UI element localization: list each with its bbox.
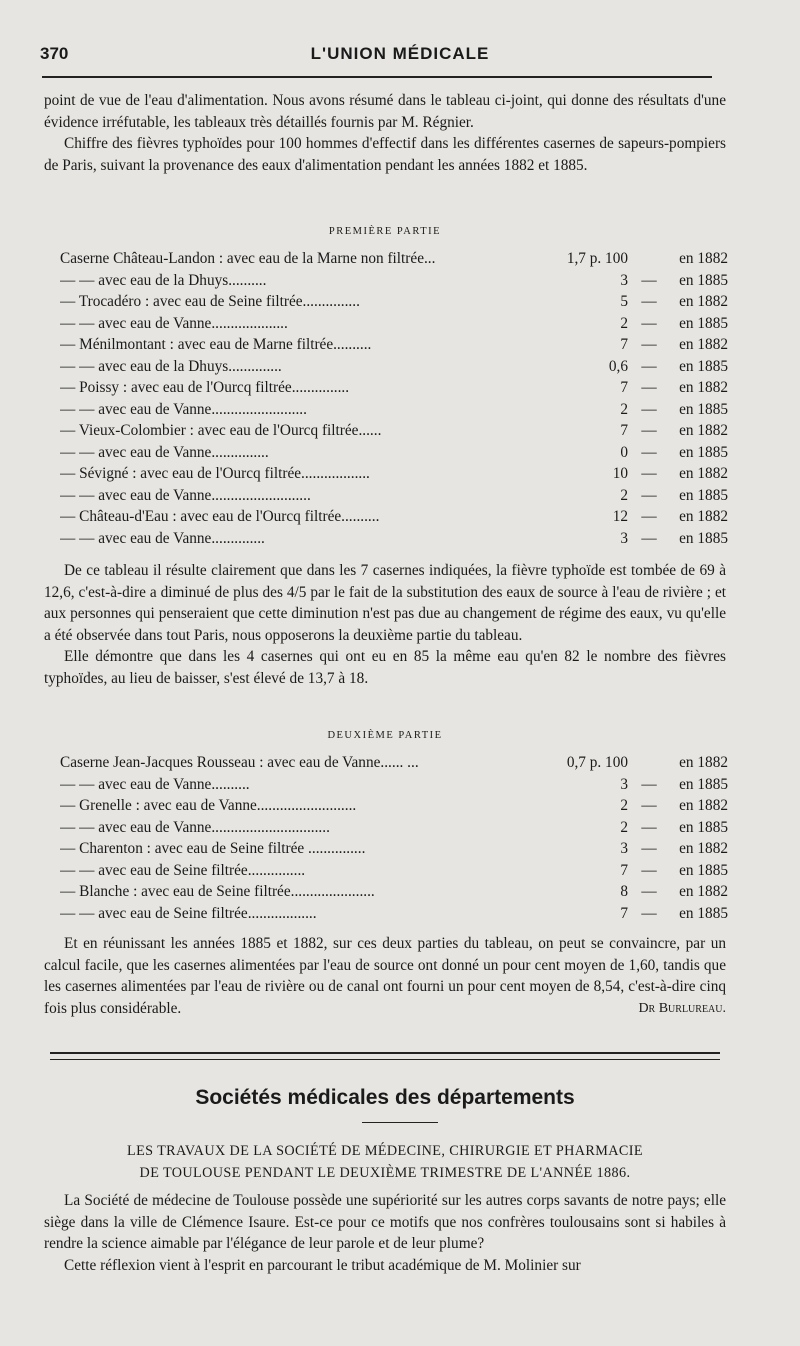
row-label: — — avec eau de Vanne......................... (60, 400, 307, 418)
journal-title: L'UNION MÉDICALE (310, 44, 490, 63)
row-year: en 1882 (679, 422, 728, 439)
row-label: — — avec eau de Seine filtrée............... (60, 861, 306, 879)
row-label: — Ménilmontant : avec eau de Marne filtrée.......... (60, 336, 372, 353)
row-value: 3 (620, 271, 628, 289)
row-ditto-dash: — (641, 486, 657, 504)
table-row (60, 356, 726, 378)
table-row (60, 420, 726, 442)
row-value: 7 (620, 422, 628, 439)
row-year: en 1882 (679, 379, 728, 396)
table-row (60, 817, 726, 839)
part1-table (60, 248, 726, 549)
table-row (60, 442, 726, 464)
row-year: en 1882 (679, 465, 728, 482)
row-ditto-dash: — (641, 797, 657, 814)
title-rule (362, 1122, 438, 1123)
row-label: — — avec eau de la Dhuys.............. (60, 357, 282, 375)
article-title (44, 1140, 726, 1184)
row-year: en 1882 (679, 754, 728, 771)
row-label: — — avec eau de Vanne.......................... (60, 486, 311, 504)
row-ditto-dash: — (641, 508, 657, 525)
row-year: en 1885 (679, 904, 728, 922)
row-year: en 1882 (679, 883, 728, 900)
part2-heading: DEUXIÈME PARTIE (327, 730, 443, 741)
row-ditto-dash: — (641, 904, 657, 922)
row-value: 7 (620, 861, 628, 879)
section-paragraph-1: La Société de médecine de Toulouse possède une supériorité sur les autres corps savants de notre pays; elle siège dans la ville de Clémence Isaure. Est-ce pour ce motifs que nos confrères toulousains sont si habiles à rendre la science aimable par l'élégance de leur parole et de leur plume? (44, 1192, 726, 1252)
middle-paragraph-1: De ce tableau il résulte clairement que dans les 7 casernes indiquées, la fièvre typhoïde est tombée de 69 à 12,6, c'est-à-dire a diminué de plus des 4/5 par le fait de la substitution des eaux de source à l'eau de rivière ; et aux personnes qui penseraient que cette diminution n'est pas due au changement de régime des eaux, vu qu'elle a été observée dans tout Paris, nous opposerons la deuxième partie du tableau. (44, 562, 726, 644)
row-ditto-dash: — (641, 379, 657, 396)
row-value: 1,7 p. 100 (566, 250, 628, 267)
table-row (60, 795, 726, 817)
row-value: 2 (620, 400, 628, 418)
row-ditto-dash: — (641, 357, 657, 375)
row-label: — — avec eau de Vanne............... (60, 443, 269, 461)
table-row (60, 485, 726, 507)
row-ditto-dash: — (641, 861, 657, 879)
row-value: 10 (612, 465, 628, 482)
section-title: Sociétés médicales des départements (195, 1086, 575, 1109)
row-ditto-dash: — (641, 775, 657, 793)
row-ditto-dash: — (641, 314, 657, 332)
row-label: — Charenton : avec eau de Seine filtrée ............... (60, 840, 366, 857)
table-row (60, 334, 726, 356)
table-row (60, 291, 726, 313)
row-year: en 1882 (679, 250, 728, 267)
middle-paragraph-2: Elle démontre que dans les 4 casernes qui ont eu en 85 la même eau qu'en 82 le nombre des fièvres typhoïdes, au lieu de baisser, s'est élevé de 13,7 à 18. (44, 648, 726, 687)
part2-table (60, 752, 726, 924)
table-row (60, 838, 726, 860)
table-row (60, 463, 726, 485)
row-label: — — avec eau de Vanne.................... (60, 314, 288, 332)
row-label: — Trocadéro : avec eau de Seine filtrée............... (60, 293, 360, 310)
intro-paragraph-2: Chiffre des fièvres typhoïdes pour 100 hommes d'effectif dans les différentes casernes de sapeurs-pompiers de Paris, suivant la provenance des eaux d'alimentation pendant les années 1882 et 1885. (44, 135, 726, 174)
table-row (60, 270, 726, 292)
row-ditto-dash: — (641, 818, 657, 836)
table-row (60, 774, 726, 796)
conclusion-body: Et en réunissant les années 1885 et 1882, sur ces deux parties du tableau, on peut se convaincre, par un calcul facile, que les casernes alimentées par l'eau de source ont donné un pour cent moyen de 1,60, tandis que les casernes alimentées par l'eau de rivière ou de canal ont fourni un pour cent moyen de 8,54, c'est-à-dire cinq fois plus considérable. (44, 935, 726, 1017)
row-label: — Blanche : avec eau de Seine filtrée...................... (60, 883, 375, 900)
conclusion-text (44, 933, 726, 1019)
row-ditto-dash: — (641, 336, 657, 353)
row-value: 7 (620, 904, 628, 922)
section-divider (50, 1052, 720, 1060)
row-value: 2 (620, 797, 628, 814)
row-ditto-dash: — (641, 443, 657, 461)
row-year: en 1882 (679, 797, 728, 814)
table-row (60, 903, 726, 925)
row-value: 3 (620, 529, 628, 547)
row-value: 5 (620, 293, 628, 310)
row-year: en 1882 (679, 840, 728, 857)
row-ditto-dash: — (641, 465, 657, 482)
row-value: 0 (620, 443, 628, 461)
row-ditto-dash: — (641, 840, 657, 857)
table-row (60, 399, 726, 421)
section-paragraph-2: Cette réflexion vient à l'esprit en parcourant le tribut académique de M. Molinier sur (64, 1256, 581, 1274)
row-year: en 1885 (679, 529, 728, 547)
table-row (60, 752, 726, 774)
row-value: 8 (620, 883, 628, 900)
row-value: 0,7 p. 100 (566, 754, 628, 771)
row-ditto-dash: — (641, 422, 657, 439)
row-ditto-dash: — (641, 400, 657, 418)
table-row (60, 248, 726, 270)
table-row (60, 860, 726, 882)
row-ditto-dash: — (641, 883, 657, 900)
author-signature: Dr Burlureau. (638, 1000, 726, 1016)
row-label: — — avec eau de Vanne............................... (60, 818, 330, 836)
row-value: 2 (620, 486, 628, 504)
row-label: — — avec eau de Vanne.............. (60, 529, 265, 547)
article-title-line-2: DE TOULOUSE PENDANT LE DEUXIÈME TRIMESTRE DE L'ANNÉE 1886. (139, 1165, 631, 1181)
row-value: 12 (612, 508, 628, 525)
table-row (60, 377, 726, 399)
table-row (60, 881, 726, 903)
row-ditto-dash: — (641, 529, 657, 547)
row-year: en 1885 (679, 271, 728, 289)
page-number: 370 (40, 44, 69, 63)
row-year: en 1885 (679, 443, 728, 461)
row-value: 7 (620, 336, 628, 353)
row-year: en 1885 (679, 775, 728, 793)
row-year: en 1885 (679, 486, 728, 504)
row-label: — Vieux-Colombier : avec eau de l'Ourcq filtrée...... (60, 422, 382, 439)
intro-text (44, 90, 726, 176)
row-ditto-dash: — (641, 271, 657, 289)
part1-heading: PREMIÈRE PARTIE (328, 226, 442, 237)
conclusion-paragraph (44, 933, 726, 1019)
row-ditto-dash: — (641, 293, 657, 310)
table-row (60, 313, 726, 335)
section-text (44, 1190, 726, 1276)
row-label: — Château-d'Eau : avec eau de l'Ourcq filtrée.......... (60, 508, 380, 525)
row-year: en 1882 (679, 508, 728, 525)
row-label: Caserne Jean-Jacques Rousseau : avec eau de Vanne...... ... (60, 754, 419, 771)
row-label: — Grenelle : avec eau de Vanne.......................... (60, 797, 357, 814)
header-rule (42, 76, 712, 78)
row-label: — — avec eau de la Dhuys.......... (60, 271, 267, 289)
row-label: — Sévigné : avec eau de l'Ourcq filtrée.................. (60, 465, 370, 482)
middle-text (44, 560, 726, 689)
row-year: en 1885 (679, 861, 728, 879)
table-row (60, 506, 726, 528)
row-year: en 1882 (679, 336, 728, 353)
row-label: — Poissy : avec eau de l'Ourcq filtrée............... (60, 379, 350, 396)
row-label: Caserne Château-Landon : avec eau de la Marne non filtrée... (60, 250, 436, 267)
row-label: — — avec eau de Seine filtrée.................. (60, 904, 317, 922)
row-value: 2 (620, 818, 628, 836)
row-year: en 1885 (679, 818, 728, 836)
row-value: 7 (620, 379, 628, 396)
row-value: 0,6 (608, 357, 628, 375)
row-year: en 1885 (679, 314, 728, 332)
row-value: 3 (620, 840, 628, 857)
row-year: en 1885 (679, 357, 728, 375)
article-title-line-1: LES TRAVAUX DE LA SOCIÉTÉ DE MÉDECINE, CHIRURGIE ET PHARMACIE (127, 1143, 643, 1159)
running-head (40, 44, 760, 70)
row-year: en 1885 (679, 400, 728, 418)
table-row (60, 528, 726, 550)
row-value: 3 (620, 775, 628, 793)
intro-paragraph-1: point de vue de l'eau d'alimentation. Nous avons résumé dans le tableau ci-joint, qui donne des résultats d'une évidence irréfutable, les tableaux très détaillés fournis par M. Régnier. (44, 92, 726, 131)
row-label: — — avec eau de Vanne.......... (60, 775, 250, 793)
row-value: 2 (620, 314, 628, 332)
row-year: en 1882 (679, 293, 728, 310)
